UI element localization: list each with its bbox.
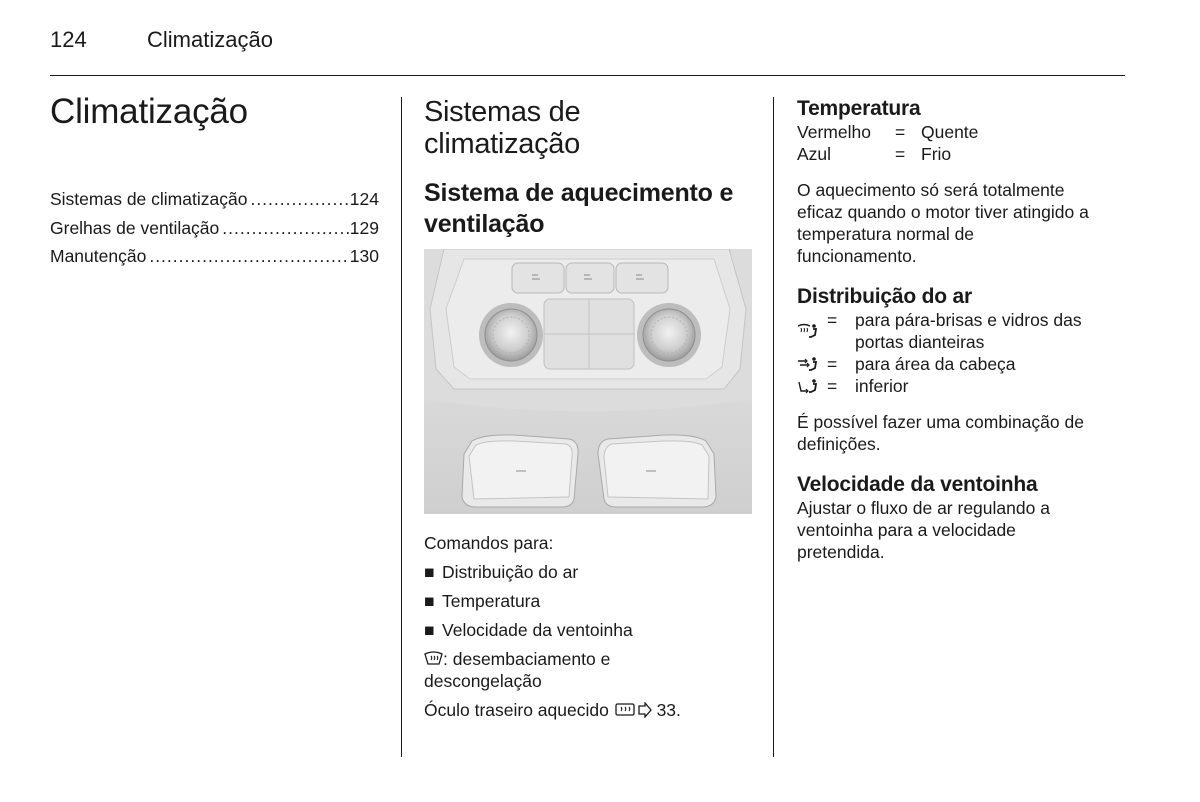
footwell-airflow-icon [797, 378, 819, 394]
temperature-heading: Temperatura [797, 97, 921, 120]
column-divider [773, 97, 774, 757]
rear-window-line [424, 699, 759, 721]
windscreen-airflow-icon [797, 323, 819, 339]
bullet-square-icon: ■ [424, 562, 435, 582]
section-heading [424, 96, 759, 160]
column-systems [424, 96, 759, 240]
bullet-text: Temperatura [442, 591, 541, 611]
temperature-key: Azul [797, 144, 832, 164]
chapter-title: Climatização [50, 92, 248, 131]
air-distribution-row [797, 375, 1132, 397]
note-line: funcionamento. [797, 246, 917, 266]
defrost-description [424, 648, 759, 692]
table-of-contents [50, 189, 379, 275]
note-line: definições. [797, 434, 881, 454]
bullet-text: Distribuição do ar [442, 562, 579, 582]
section-heading-line: Sistemas de [424, 96, 581, 128]
head-airflow-icon [797, 356, 819, 372]
toc-entry[interactable] [50, 246, 379, 275]
air-distribution-row [797, 309, 1132, 353]
note-line: O aquecimento só será totalmente [797, 180, 1065, 200]
note-line: temperatura normal de [797, 224, 975, 244]
toc-entry[interactable] [50, 189, 379, 218]
climate-control-panel-illustration [424, 249, 752, 514]
toc-leader [247, 189, 349, 210]
fan-speed-heading: Velocidade da ventoinha [797, 473, 1038, 496]
toc-entry-page: 130 [349, 246, 379, 266]
defrost-text: : desembaciamento e [443, 649, 611, 669]
combination-note [797, 411, 1132, 455]
text-line: pretendida. [797, 542, 885, 562]
temperature-value: Frio [921, 144, 952, 164]
air-distribution-row [797, 353, 1132, 375]
column-details [797, 96, 1132, 563]
temperature-row [797, 143, 1132, 165]
equals-sign: = [895, 122, 906, 142]
bullet-square-icon: ■ [424, 620, 435, 640]
temperature-key: Vermelho [797, 122, 871, 142]
toc-leader [146, 246, 349, 267]
subsection-heading-line: Sistema de aquecimento e [424, 179, 734, 207]
page-number: 124 [50, 27, 87, 52]
note-line: É possível fazer uma combinação de [797, 412, 1084, 432]
temperature-value: Quente [921, 122, 979, 142]
temperature-note [797, 179, 1132, 267]
equals-sign: = [827, 376, 838, 396]
controls-section [424, 532, 759, 721]
subsection-heading-line: ventilação [424, 210, 545, 238]
air-distribution-text: para área da cabeça [855, 354, 1016, 374]
temperature-row [797, 121, 1132, 143]
toc-leader [219, 218, 350, 239]
controls-intro: Comandos para: [424, 533, 554, 553]
toc-entry-page: 124 [349, 189, 379, 209]
toc-entry-title: Manutenção [50, 246, 147, 266]
bullet-item [424, 590, 759, 612]
section-heading-line: climatização [424, 128, 580, 160]
toc-entry[interactable] [50, 218, 379, 247]
text-line: ventoinha para a velocidade [797, 520, 1016, 540]
page-reference[interactable]: 33. [651, 700, 681, 720]
air-distribution-heading: Distribuição do ar [797, 285, 972, 308]
running-header: Climatização [147, 27, 273, 52]
fan-speed-text [797, 497, 1132, 563]
bullet-square-icon: ■ [424, 591, 435, 611]
rear-window-heater-icon [614, 702, 636, 718]
bullet-item [424, 619, 759, 641]
equals-sign: = [827, 310, 838, 330]
column-divider [401, 97, 402, 757]
bullet-item [424, 561, 759, 583]
header-rule [50, 75, 1125, 76]
bullet-text: Velocidade da ventoinha [442, 620, 633, 640]
text-line: Ajustar o fluxo de ar regulando a [797, 498, 1050, 518]
defrost-text: descongelação [424, 671, 542, 691]
rear-window-text: Óculo traseiro aquecido [424, 700, 609, 720]
air-distribution-text [855, 309, 1132, 353]
air-distribution-text: inferior [855, 376, 909, 396]
page-reference-icon [636, 702, 652, 718]
toc-entry-title: Grelhas de ventilação [50, 217, 220, 238]
toc-entry-page: 129 [349, 217, 379, 238]
note-line: eficaz quando o motor tiver atingido a [797, 202, 1089, 222]
text-line: portas dianteiras [855, 332, 985, 352]
equals-sign: = [895, 144, 906, 164]
subsection-heading [424, 178, 759, 240]
defrost-icon [424, 651, 443, 667]
toc-entry-title: Sistemas de climatização [50, 189, 248, 209]
equals-sign: = [827, 354, 838, 374]
text-line: para pára-brisas e vidros das [855, 310, 1082, 330]
